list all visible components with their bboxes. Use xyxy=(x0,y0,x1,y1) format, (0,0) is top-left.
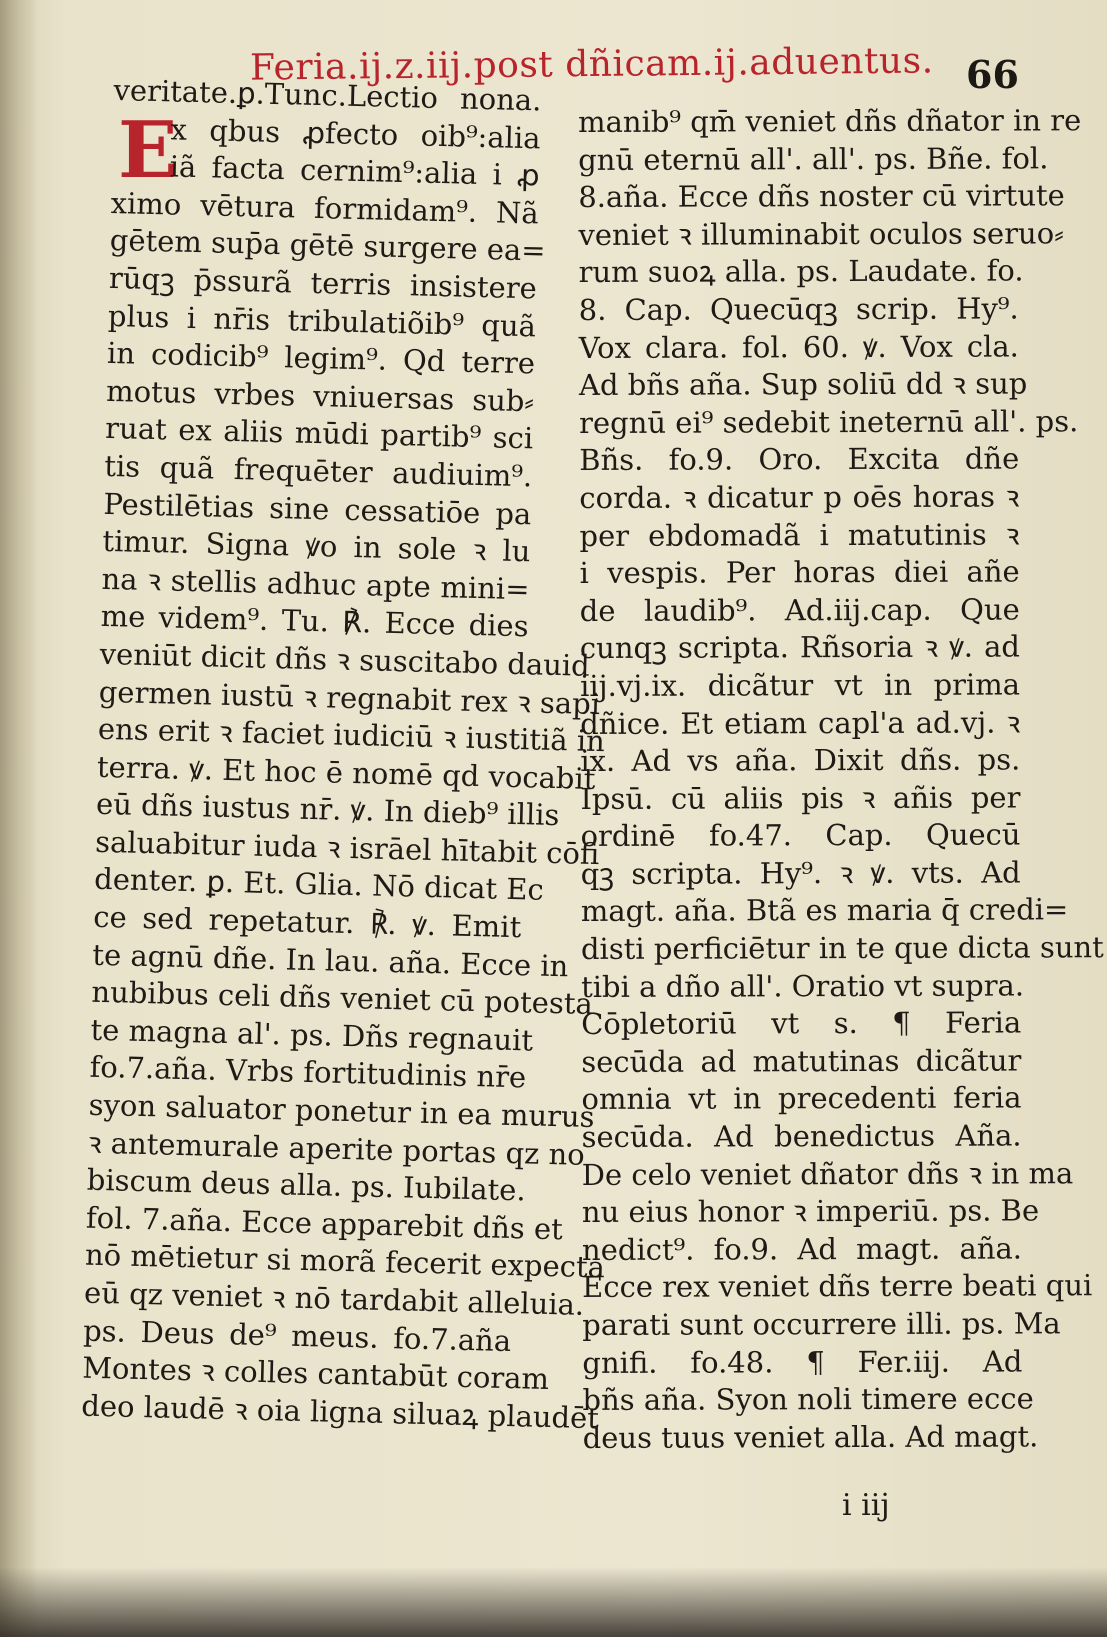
text-line: Cōpletoriū vt s. ¶ Feria xyxy=(581,1005,1022,1042)
text-line: ordinē fo.47. Cap. Quecū xyxy=(580,817,1021,854)
text-line: deo laudē ꝛ oia ligna siluaꝝ plaudēt xyxy=(80,1388,600,1436)
text-line: ens erit ꝛ faciet iudiciū ꝛ iustitiã in xyxy=(97,711,606,759)
text-line: tis quã frequēter audiuim⁹. xyxy=(103,448,533,494)
text-line: omnia vt in precedenti feria xyxy=(581,1080,1022,1117)
text-line: saluabitur iuda ꝛ isrāel hītabit cōfi xyxy=(94,824,600,871)
text-line: Ecce rex veniet dñs terre beati qui xyxy=(582,1268,1093,1305)
text-line: De celo veniet dñator dñs ꝛ in ma xyxy=(581,1155,1074,1192)
text-line: biscum deus alla. ps. Iubilate. xyxy=(86,1162,527,1208)
text-line: 8. Cap. Quecūqꝫ scrip. Hy⁹. xyxy=(578,291,1019,327)
signature-mark: i iij xyxy=(842,1488,890,1523)
text-line: fol. 7.añа. Ecce apparebit dñs et xyxy=(85,1200,564,1247)
text-line: secūda. Ad benedictus Añа. xyxy=(581,1118,1022,1155)
text-line: per ebdomadã i matutinis ꝛ xyxy=(579,516,1020,553)
text-line: germen iustū ꝛ regnabit rex ꝛ sapi xyxy=(98,674,601,721)
text-line: denter. ꝑ. Et. Glia. Nō dicat Ec xyxy=(93,862,545,908)
text-line: secūda ad matutinas dicãtur xyxy=(581,1043,1022,1079)
text-line: cunqꝫ scripta. Rñsoria ꝛ ꝟ. ad xyxy=(579,629,1020,666)
text-line: fo.7.añа. Vrbs fortitudinis nr̄e xyxy=(89,1050,527,1095)
text-line: dñice. Et etiam capl'a ad.vj. ꝛ xyxy=(580,704,1021,741)
text-line: motus vrbes vniuersas sub⸗ xyxy=(105,373,535,419)
text-line: in codicib⁹ legim⁹. Qd terre xyxy=(106,336,536,381)
text-line: deus tuus veniet alla. Ad magt. xyxy=(582,1419,1039,1455)
text-line: plus i nr̄is tribulatiõib⁹ quã xyxy=(107,298,537,343)
text-line: terra. ꝟ. Et hoc ē nomē qd vocabit xyxy=(96,749,596,796)
right-text-column xyxy=(578,102,1104,1457)
text-line: gētem sup̄a gētē surgere ea= xyxy=(109,223,546,268)
text-line: Pestilētias sine cessatiōe pa xyxy=(103,486,532,531)
text-line: magt. añа. Btã es maria q̄ credi= xyxy=(580,892,1069,929)
text-line: ce sed repetatur. ℟. ꝟ. Emit xyxy=(92,899,522,945)
running-title: Feria.ij.z.iij.post dñicam.ij.aduentus. xyxy=(249,40,934,89)
text-line: iij.vj.ix. dicãtur vt in prima xyxy=(579,667,1021,703)
text-line: ps. Deus de⁹ meus. fo.7.aña xyxy=(82,1313,512,1358)
text-line: regnū ei⁹ sedebit ineternū all'. ps. xyxy=(579,404,1079,440)
text-line: Bñs. fo.9. Oro. Excita dñe xyxy=(579,441,1020,478)
text-line: veniet ꝛ illuminabit oculos seruo⸗ xyxy=(578,216,1064,252)
decorated-initial: E xyxy=(118,105,178,196)
text-line: disti perficiētur in te que dicta sunt xyxy=(580,930,1104,967)
text-line: x qbus ꝓfecto oib⁹:alia xyxy=(170,111,541,156)
text-line: ximo vētura formidam⁹. Nã xyxy=(110,185,540,231)
left-text-column xyxy=(80,72,606,1436)
text-line: qꝫ scripta. Hy⁹. ꝛ ꝟ. vts. Ad xyxy=(580,855,1021,891)
folio-number: 66 xyxy=(966,52,1019,97)
binding-gutter xyxy=(0,0,38,1637)
text-line: tibi a dño all'. Oratio vt supra. xyxy=(581,968,1025,1004)
text-line: ꝛ antemurale aperite portas qz no xyxy=(87,1125,586,1172)
text-line: Ipsū. cū aliis pis ꝛ añis per xyxy=(580,780,1021,816)
text-line: te magna al'. ps. Dñs regnauit xyxy=(90,1012,534,1058)
text-line: nō mētietur si morã fecerit expecta xyxy=(84,1238,606,1285)
text-line: Ad bñs añа. Sup soliū dd ꝛ sup xyxy=(578,366,1028,403)
text-line: de laudib⁹. Ad.iij.cap. Que xyxy=(579,592,1020,628)
text-line: gnifi. fo.48. ¶ Fer.iij. Ad xyxy=(582,1344,1023,1380)
text-line: eū qz veniet ꝛ nō tardabit alleluia. xyxy=(83,1275,585,1322)
text-line: bñs añа. Syon noli timere ecce xyxy=(582,1381,1034,1418)
text-line: na ꝛ stellis adhuc apte mini= xyxy=(101,561,530,607)
text-line: 8.añа. Ecce dñs noster cū virtute xyxy=(578,178,1065,215)
text-line: corda. ꝛ dicatur p oēs horas ꝛ xyxy=(579,479,1020,515)
text-line: ruat ex aliis mūdi partib⁹ sci xyxy=(104,411,534,456)
text-line: rum suoꝝ alla. ps. Laudate. fo. xyxy=(578,253,1024,290)
text-line: gnū eternū all'. all'. ps. Bñe. fol. xyxy=(578,140,1049,177)
text-line: ix. Ad vs añа. Dixit dñs. ps. xyxy=(580,742,1021,779)
text-line: nu eius honor ꝛ imperiū. ps. Be xyxy=(581,1193,1040,1230)
text-line: Vox clara. fol. 60. ꝟ. Vox cla. xyxy=(578,329,1019,365)
page-edge-shadow xyxy=(0,1567,1107,1637)
text-line: parati sunt occurrere illi. ps. Ma xyxy=(582,1306,1061,1342)
text-line: rūqꝫ p̄ssurã terris insistere xyxy=(108,260,538,306)
text-line: me videm⁹. Tu. ℟. Ecce dies xyxy=(100,599,529,644)
text-line: eū dñs iustus nr̄. ꝟ. In dieb⁹ illis xyxy=(95,787,560,833)
text-line: nubibus celi dñs veniet cū potesta xyxy=(91,974,594,1022)
text-line: te agnū dñe. In lau. añа. Ecce in xyxy=(92,937,569,984)
text-line: timur. Signa ꝟo in sole ꝛ lu xyxy=(102,523,531,569)
text-line: i vespis. Per horas diei añе xyxy=(579,554,1020,591)
text-line: syon saluator ponetur in ea murus xyxy=(88,1087,595,1135)
text-line: Montes ꝛ colles cantabūt coram xyxy=(81,1350,550,1397)
text-line: iã facta cernim⁹:alia i ꝓ xyxy=(169,149,541,193)
text-line: veniūt dicit dñs ꝛ suscitabo dauid xyxy=(99,636,591,683)
text-line: veritate.ꝑ.Tunc.Lectio nona. xyxy=(113,72,542,118)
text-line: nedict⁹. fo.9. Ad magt. añа. xyxy=(581,1231,1023,1267)
text-line: manib⁹ qm̄ veniet dñs dñator in re xyxy=(578,103,1082,139)
